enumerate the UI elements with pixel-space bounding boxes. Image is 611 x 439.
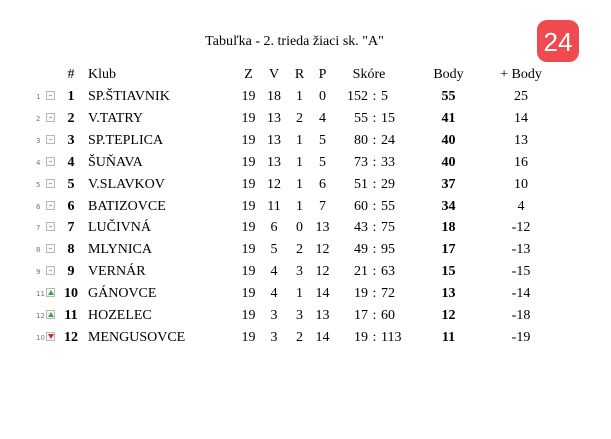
- row-losses: 7: [319, 198, 326, 214]
- row-goals-against: 15: [381, 110, 395, 126]
- trend-up-icon: [46, 310, 55, 319]
- trend-same-icon: [46, 91, 55, 100]
- row-points: 11: [441, 329, 456, 345]
- row-goals-for: 17: [354, 308, 368, 324]
- row-played: 19: [241, 242, 256, 258]
- previous-rank: 4: [36, 158, 41, 167]
- row-points: 17: [441, 242, 456, 258]
- row-points: 18: [441, 220, 456, 236]
- table-row: [36, 196, 550, 218]
- row-rank: 2: [67, 110, 75, 126]
- table-row: [36, 108, 550, 130]
- row-rank: 10: [64, 286, 78, 302]
- row-goals-for: 21: [354, 264, 368, 280]
- row-plus-points: -18: [511, 308, 531, 324]
- row-played: 19: [241, 132, 256, 148]
- row-plus-points: 16: [514, 154, 528, 170]
- header-trend: [36, 64, 62, 86]
- previous-rank: 9: [36, 268, 41, 277]
- row-goals-against: 24: [381, 132, 395, 148]
- row-losses: 5: [319, 154, 326, 170]
- row-goals-against: 33: [381, 154, 395, 170]
- row-goals-for: 60: [354, 198, 368, 214]
- table-row: [36, 152, 550, 174]
- header-points: Body: [433, 67, 464, 83]
- previous-rank: 7: [36, 224, 41, 233]
- previous-rank: 12: [36, 312, 45, 321]
- row-played: 19: [241, 220, 256, 236]
- row-rank: 5: [67, 176, 75, 192]
- row-draws: 2: [296, 110, 303, 126]
- row-played: 19: [241, 286, 256, 302]
- previous-rank: 3: [36, 136, 41, 145]
- row-plus-points: 25: [514, 89, 528, 104]
- row-played: 19: [241, 110, 256, 126]
- row-score-separator: :: [372, 308, 377, 324]
- header-plus-points: + Body: [500, 67, 542, 83]
- previous-rank: 11: [36, 290, 45, 299]
- table-row: [36, 130, 550, 152]
- row-plus-points: 10: [514, 176, 528, 192]
- table-title: Tabuľka - 2. trieda žiaci sk. "A": [205, 34, 384, 49]
- row-club[interactable]: LUČIVNÁ: [88, 220, 151, 236]
- row-club[interactable]: BATIZOVCE: [88, 198, 166, 214]
- row-trend-cell: [36, 305, 62, 327]
- trend-same-icon: [46, 201, 55, 210]
- row-goals-against: 55: [381, 198, 395, 214]
- table-row: [36, 261, 550, 283]
- row-wins: 3: [270, 308, 278, 324]
- row-wins: 12: [267, 176, 281, 192]
- row-losses: 14: [315, 329, 330, 345]
- trend-same-icon: [46, 244, 55, 253]
- row-goals-for: 152: [347, 89, 368, 104]
- trend-same-icon: [46, 266, 55, 275]
- header-played: Z: [244, 67, 253, 83]
- row-club[interactable]: SP.TEPLICA: [88, 132, 164, 148]
- row-goals-against: 5: [381, 89, 388, 104]
- row-club[interactable]: HOZELEC: [88, 308, 152, 324]
- row-score-separator: :: [372, 286, 377, 302]
- row-plus-points: -19: [511, 329, 531, 345]
- trend-same-icon: [46, 135, 55, 144]
- row-draws: 2: [296, 329, 303, 345]
- row-wins: 13: [267, 154, 281, 170]
- row-draws: 0: [296, 220, 303, 236]
- row-score-separator: :: [372, 198, 377, 214]
- row-goals-against: 113: [381, 329, 402, 345]
- row-score-separator: :: [372, 110, 377, 126]
- row-score-separator: :: [372, 132, 377, 148]
- row-wins: 5: [270, 242, 278, 258]
- row-wins: 18: [267, 89, 281, 104]
- row-losses: 13: [315, 308, 330, 324]
- row-plus-points: -14: [511, 286, 531, 302]
- row-wins: 4: [270, 286, 278, 302]
- row-club[interactable]: GÁNOVCE: [88, 286, 157, 302]
- table-row: [36, 174, 550, 196]
- previous-rank: 2: [36, 114, 41, 123]
- row-played: 19: [241, 89, 256, 104]
- row-club[interactable]: ŠUŇAVA: [88, 154, 143, 170]
- trend-same-icon: [46, 179, 55, 188]
- trend-same-icon: [46, 222, 55, 231]
- row-played: 19: [241, 154, 256, 170]
- row-club[interactable]: MLYNICA: [88, 242, 152, 258]
- previous-rank: 6: [36, 202, 41, 211]
- row-score-separator: :: [372, 220, 377, 236]
- row-goals-for: 73: [354, 154, 368, 170]
- row-goals-against: 63: [381, 264, 395, 280]
- row-score-separator: :: [372, 264, 377, 280]
- row-wins: 4: [270, 264, 278, 280]
- row-draws: 1: [296, 132, 303, 148]
- row-draws: 1: [296, 286, 303, 302]
- row-draws: 2: [296, 242, 303, 258]
- trend-down-icon: [46, 332, 55, 341]
- trend-same-icon: [46, 157, 55, 166]
- row-rank: 7: [67, 220, 75, 236]
- row-draws: 1: [296, 176, 303, 192]
- row-goals-against: 29: [381, 176, 395, 192]
- row-rank: 12: [64, 329, 78, 345]
- table-row: [36, 86, 550, 108]
- trend-up-icon: [46, 288, 55, 297]
- header-draws: R: [294, 67, 305, 83]
- row-trend-cell: [36, 239, 62, 261]
- row-draws: 3: [296, 308, 303, 324]
- previous-rank: 10: [36, 333, 45, 342]
- row-played: 19: [241, 308, 256, 324]
- row-wins: 13: [267, 132, 281, 148]
- table-row: [36, 327, 550, 349]
- header-score: Skóre: [352, 67, 386, 83]
- row-played: 19: [241, 176, 256, 192]
- row-played: 19: [241, 198, 256, 214]
- row-goals-against: 72: [381, 286, 395, 302]
- row-rank: 6: [67, 198, 75, 214]
- row-goals-for: 51: [354, 176, 368, 192]
- row-trend-cell: [36, 283, 62, 305]
- row-score-separator: :: [372, 242, 377, 258]
- row-trend-cell: [36, 196, 62, 218]
- row-trend-cell: [36, 86, 62, 108]
- row-club[interactable]: SP.ŠTIAVNIK: [88, 89, 170, 104]
- row-rank: 8: [67, 242, 75, 258]
- row-draws: 1: [296, 154, 303, 170]
- row-goals-against: 95: [381, 242, 395, 258]
- row-points: 40: [441, 132, 456, 148]
- row-points: 40: [441, 154, 456, 170]
- row-draws: 3: [296, 264, 303, 280]
- row-club[interactable]: V.SLAVKOV: [88, 176, 165, 192]
- header-club: Klub: [88, 67, 116, 83]
- row-points: 12: [441, 308, 456, 324]
- row-rank: 4: [67, 154, 75, 170]
- row-losses: 13: [315, 220, 330, 236]
- row-score-separator: :: [372, 176, 377, 192]
- header-losses: P: [318, 67, 327, 83]
- row-losses: 12: [315, 264, 330, 280]
- row-goals-against: 75: [381, 220, 395, 236]
- row-club[interactable]: V.TATRY: [88, 110, 144, 126]
- row-wins: 13: [267, 110, 281, 126]
- logo-text: 24: [543, 27, 573, 56]
- row-trend-cell: [36, 108, 62, 130]
- row-goals-for: 19: [354, 286, 368, 302]
- row-wins: 3: [270, 329, 278, 345]
- row-points: 13: [441, 286, 456, 302]
- header-wins: V: [268, 67, 280, 83]
- row-goals-for: 49: [354, 242, 368, 258]
- header-rank: #: [67, 67, 75, 83]
- row-played: 19: [241, 264, 256, 280]
- row-draws: 1: [296, 198, 303, 214]
- row-plus-points: -15: [511, 264, 531, 280]
- row-trend-cell: [36, 130, 62, 152]
- table-row: [36, 239, 550, 261]
- row-losses: 0: [319, 89, 326, 104]
- row-losses: 5: [319, 132, 326, 148]
- row-goals-for: 43: [354, 220, 368, 236]
- row-wins: 6: [270, 220, 278, 236]
- row-rank: 11: [64, 308, 78, 324]
- row-points: 15: [441, 264, 456, 280]
- row-points: 41: [441, 110, 456, 126]
- previous-rank: 5: [36, 180, 41, 189]
- row-goals-for: 55: [354, 110, 368, 126]
- row-losses: 4: [319, 110, 326, 126]
- table-row: [36, 305, 550, 327]
- header-row: [36, 64, 550, 86]
- standings-table: [36, 64, 550, 349]
- table-row: [36, 283, 550, 305]
- row-points: 37: [441, 176, 456, 192]
- row-trend-cell: [36, 327, 62, 349]
- row-plus-points: -13: [511, 242, 531, 258]
- row-plus-points: 14: [514, 110, 528, 126]
- row-losses: 6: [319, 176, 326, 192]
- row-plus-points: 13: [514, 132, 528, 148]
- row-plus-points: 4: [517, 198, 525, 214]
- row-wins: 11: [267, 198, 281, 214]
- trend-same-icon: [46, 113, 55, 122]
- row-trend-cell: [36, 261, 62, 283]
- row-played: 19: [241, 329, 256, 345]
- row-goals-for: 80: [354, 132, 368, 148]
- row-trend-cell: [36, 174, 62, 196]
- row-rank: 3: [67, 132, 75, 148]
- row-rank: 1: [67, 89, 75, 104]
- row-trend-cell: [36, 152, 62, 174]
- row-goals-against: 60: [381, 308, 395, 324]
- row-trend-cell: [36, 217, 62, 239]
- row-rank: 9: [67, 264, 75, 280]
- row-losses: 12: [315, 242, 330, 258]
- row-club[interactable]: VERNÁR: [88, 264, 146, 280]
- row-losses: 14: [315, 286, 330, 302]
- row-draws: 1: [296, 89, 303, 104]
- row-score-separator: :: [372, 154, 377, 170]
- row-score-separator: :: [372, 89, 377, 104]
- row-score-separator: :: [372, 329, 377, 345]
- previous-rank: 1: [36, 93, 41, 101]
- previous-rank: 8: [36, 246, 41, 255]
- row-points: 34: [441, 198, 456, 214]
- row-goals-for: 19: [354, 329, 368, 345]
- row-club[interactable]: MENGUSOVCE: [88, 329, 186, 345]
- table-row: [36, 217, 550, 239]
- row-plus-points: -12: [511, 220, 531, 236]
- row-points: 55: [441, 89, 456, 104]
